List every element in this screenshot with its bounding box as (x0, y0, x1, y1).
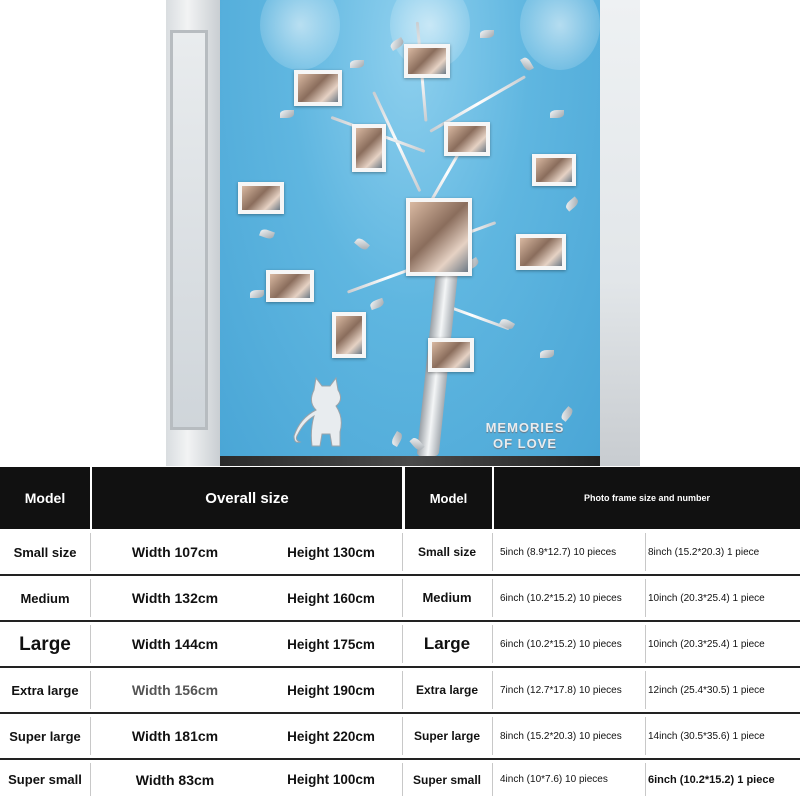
width-cell: Width 156cm (131, 682, 219, 698)
model-cell: Super large (9, 728, 81, 744)
model-cell-right: Large (423, 634, 471, 653)
frame-size-cell: 8inch (15.2*20.3) 10 pieces (500, 730, 622, 742)
photo-frame (238, 182, 284, 214)
photo-frame (532, 154, 576, 186)
width-cell: Width 132cm (131, 590, 219, 606)
leaf (259, 228, 275, 240)
model-cell-right: Super small (412, 772, 482, 787)
photo-frame-large (406, 198, 472, 276)
header-overall-size: Overall size (90, 467, 402, 529)
spotlight (260, 0, 340, 70)
frame-size-cell: 4inch (10*7.6) 10 pieces (500, 774, 608, 785)
caption-line-1: MEMORIES (485, 420, 565, 435)
leaf (250, 290, 264, 298)
height-cell: Height 160cm (287, 590, 375, 606)
width-cell: Width 107cm (131, 544, 219, 560)
frame-size-large-cell: 10inch (20.3*25.4) 1 piece (648, 592, 765, 604)
frame-size-large-cell: 12inch (25.4*30.5) 1 piece (648, 684, 765, 696)
frame-size-cell: 6inch (10.2*15.2) 10 pieces (500, 592, 622, 604)
size-table (0, 467, 800, 800)
model-cell: Super small (8, 772, 82, 787)
table-row (0, 713, 800, 759)
cat-decal (292, 372, 352, 448)
leaf (499, 317, 515, 331)
table-row (0, 759, 800, 800)
frame-size-cell: 7inch (12.7*17.8) 10 pieces (500, 684, 622, 696)
header-model-right: Model (402, 467, 492, 529)
header-model-left: Model (0, 467, 90, 529)
leaf (550, 110, 564, 118)
frame-size-large-cell: 6inch (10.2*15.2) 1 piece (648, 773, 775, 786)
width-cell: Width 83cm (135, 771, 215, 788)
leaf (354, 236, 370, 251)
table-row (0, 575, 800, 621)
table-row (0, 667, 800, 713)
photo-frame (266, 270, 314, 302)
leaf (480, 30, 494, 38)
leaf (369, 298, 385, 310)
width-cell: Width 181cm (131, 728, 219, 744)
height-cell: Height 175cm (287, 636, 375, 652)
model-cell-right: Extra large (415, 683, 479, 697)
photo-frame (428, 338, 474, 372)
height-cell: Height 220cm (287, 728, 375, 744)
height-cell: Height 190cm (287, 682, 375, 698)
model-cell: Large (19, 633, 71, 655)
model-cell: Small size (13, 544, 77, 560)
frame-size-large-cell: 8inch (15.2*20.3) 1 piece (648, 546, 760, 558)
model-cell-right: Small size (417, 545, 477, 559)
photo-frame (352, 124, 386, 172)
leaf (390, 431, 404, 447)
leaf (564, 196, 580, 211)
door-frame (166, 0, 220, 466)
spotlight (520, 0, 600, 70)
height-cell: Height 130cm (287, 544, 375, 560)
right-room (600, 0, 640, 466)
leaf (540, 350, 554, 358)
frame-size-cell: 6inch (10.2*15.2) 10 pieces (500, 638, 622, 650)
table-row (0, 621, 800, 667)
blue-wall (220, 0, 600, 456)
leaf (520, 56, 534, 72)
model-cell-right: Medium (422, 590, 472, 605)
model-cell-right: Super large (413, 729, 481, 743)
photo-frame (332, 312, 366, 358)
height-cell: Height 100cm (287, 772, 375, 787)
frame-size-large-cell: 10inch (20.3*25.4) 1 piece (648, 638, 765, 650)
model-cell: Medium (20, 590, 70, 606)
leaf (350, 60, 364, 68)
photo-frame (294, 70, 342, 106)
photo-frame (444, 122, 490, 156)
header-photo-frame: Photo frame size and number (492, 467, 800, 529)
caption-line-2: OF LOVE (492, 436, 558, 451)
model-cell: Extra large (11, 682, 79, 698)
product-photo (166, 0, 640, 466)
table-row (0, 529, 800, 575)
marble-floor (220, 456, 600, 466)
width-cell: Width 144cm (131, 636, 219, 652)
photo-frame (404, 44, 450, 78)
frame-size-large-cell: 14inch (30.5*35.6) 1 piece (648, 730, 765, 742)
photo-frame (516, 234, 566, 270)
leaf (280, 110, 294, 118)
frame-size-cell: 5inch (8.9*12.7) 10 pieces (500, 546, 617, 558)
memories-caption (470, 420, 580, 452)
